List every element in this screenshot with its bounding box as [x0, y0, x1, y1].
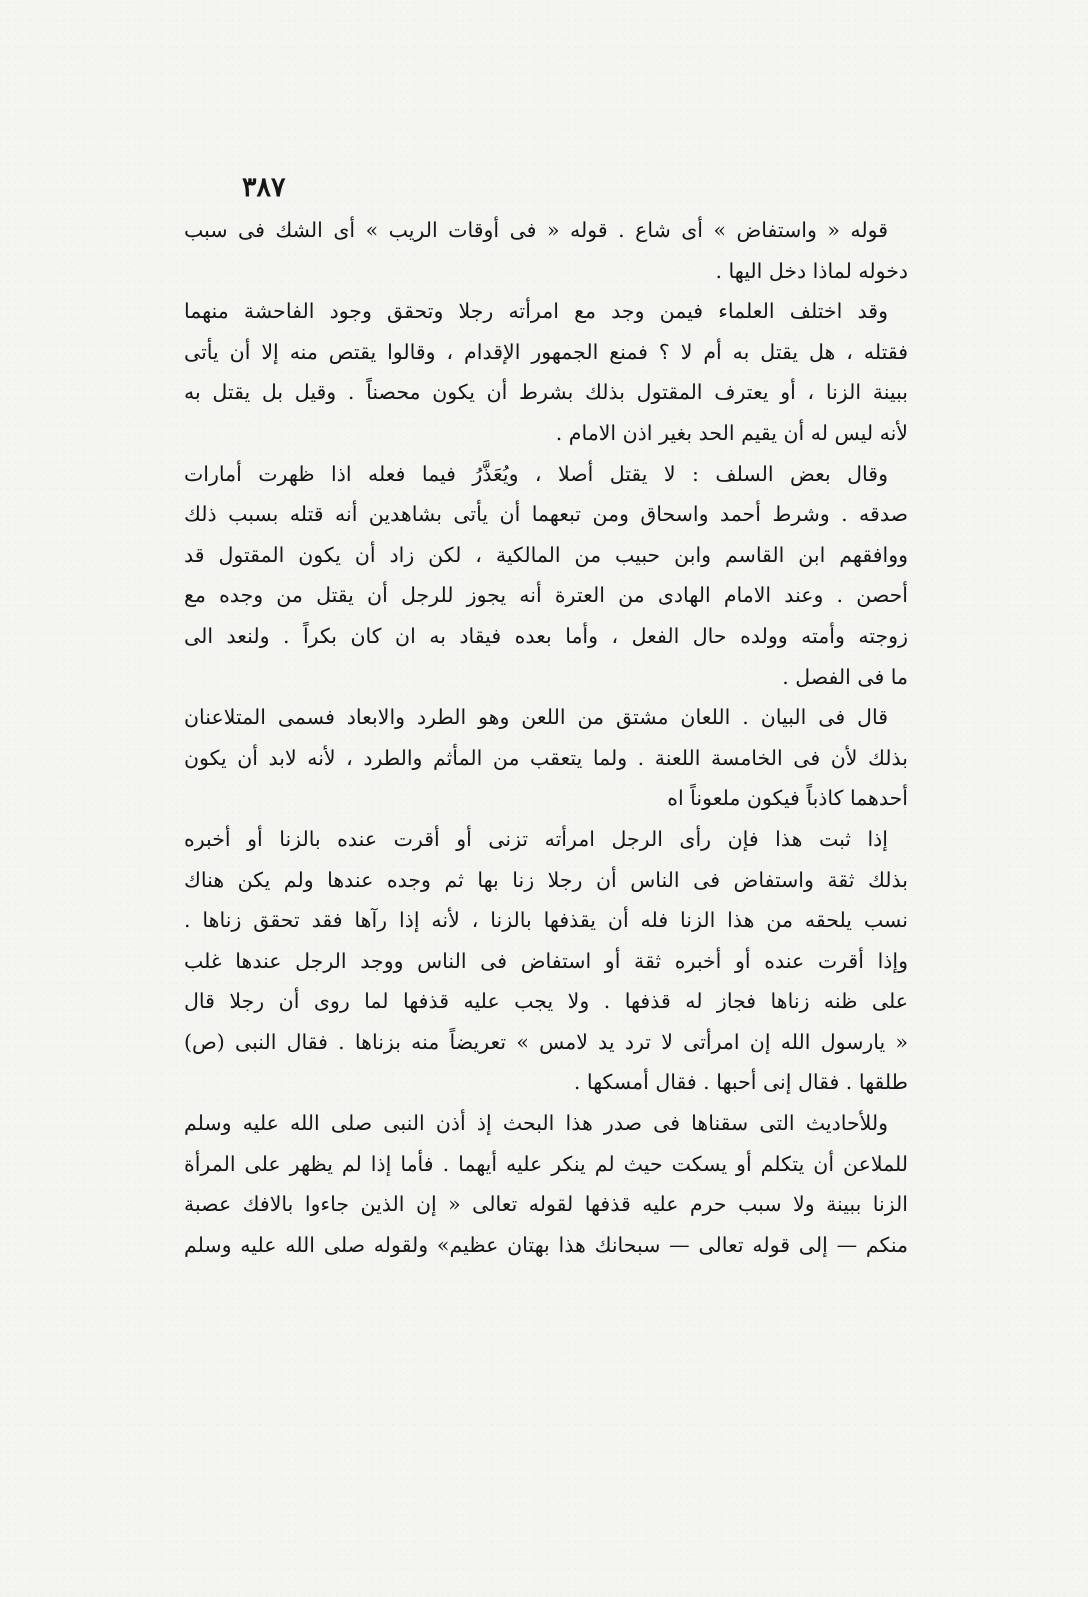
text-line: للملاعن أن يتكلم أو يسكت حيث لم ينكر عليه أيهما . فأما إذا لم يظهر على المرأة: [184, 1151, 908, 1176]
text-line: إذا ثبت هذا فإن رأى الرجل امرأته تزنى أو أقرت عنده بالزنا أو أخبره: [184, 826, 888, 851]
text-line: قوله « واستفاض » أى شاع . قوله « فى أوقات الريب » أى الشك فى سبب: [184, 218, 888, 242]
text-line: « يارسول الله إن امرأتى لا ترد يد لامس » تعريضاً منه بزناها . فقال النبى (ص): [184, 1029, 908, 1054]
body-text: [184, 210, 908, 1265]
text-line: الزنا ببينة ولا سبب حرم عليه قذفها لقوله تعالى « إن الذين جاءوا بالافك عصبة: [184, 1192, 908, 1217]
text-line: أحدهما كاذباً فيكون ملعوناً اه: [667, 786, 908, 811]
text-line: ببينة الزنا ، أو يعترف المقتول بذلك بشرط أن يكون محصناً . وقيل بل يقتل به: [184, 380, 908, 405]
text-line: فقتله ، هل يقتل به أم لا ؟ فمنع الجمهور الإقدام ، وقالوا يقتص منه إلا أن يأتى: [184, 339, 908, 364]
text-line: وقد اختلف العلماء فيمن وجد مع امرأته رجلا وتحقق وجود الفاحشة منهما: [184, 299, 888, 324]
text-line: وللأحاديث التى سقناها فى صدر هذا البحث إذ أذن النبى صلى الله عليه وسلم: [184, 1111, 888, 1136]
text-line: منكم — إلى قوله تعالى — سبحانك هذا بهتان عظيم» ولقوله صلى الله عليه وسلم: [184, 1232, 908, 1257]
text-line: قال فى البيان . اللعان مشتق من اللعن وهو الطرد والابعاد فسمى المتلاعنان: [184, 705, 888, 730]
text-line: دخوله لماذا دخل اليها .: [715, 258, 908, 283]
text-line: على ظنه زناها فجاز له قذفها . ولا يجب عليه قذفها لما روى أن رجلا قال: [184, 989, 908, 1014]
page-number: ٣٨٧: [242, 172, 286, 203]
text-line: نسب يلحقه من هذا الزنا فله أن يقذفها بالزنا ، لأنه إذا رآها فقد تحقق زناها .: [184, 908, 908, 933]
text-line: وقال بعض السلف : لا يقتل أصلا ، ويُعَذَّرُ فيما فعله اذا ظهرت أمارات: [184, 461, 888, 486]
text-line: لأنه ليس له أن يقيم الحد بغير اذن الامام .: [555, 420, 908, 445]
text-line: ما فى الفصل .: [782, 664, 908, 689]
text-line: صدقه . وشرط أحمد واسحاق ومن تبعهما أن يأتى بشاهدين أنه قتله بسبب ذلك: [184, 502, 908, 527]
text-line: طلقها . فقال إنى أحبها . فقال أمسكها .: [573, 1070, 908, 1095]
text-line: أحصن . وعند الامام الهادى من العترة أنه يجوز للرجل أن يقتل من وجده مع: [184, 583, 908, 608]
text-line: ووافقهم ابن القاسم وابن حبيب من المالكية ، لكن زاد أن يكون المقتول قد: [184, 542, 908, 567]
text-line: بذلك ثقة واستفاض فى الناس أن رجلا زنا بها ثم وجده عندها ولم يكن هناك: [184, 867, 908, 892]
text-line: وإذا أقرت عنده أو أخبره ثقة أو استفاض فى الناس ووجد الرجل عندها غلب: [184, 948, 908, 973]
text-line: زوجته وأمته وولده حال الفعل ، وأما بعده فيقاد به ان كان بكراً . ولنعد الى: [184, 623, 908, 648]
text-line: بذلك لأن فى الخامسة اللعنة . ولما يتعقب من المأثم والطرد ، لأنه لابد أن يكون: [184, 745, 908, 770]
